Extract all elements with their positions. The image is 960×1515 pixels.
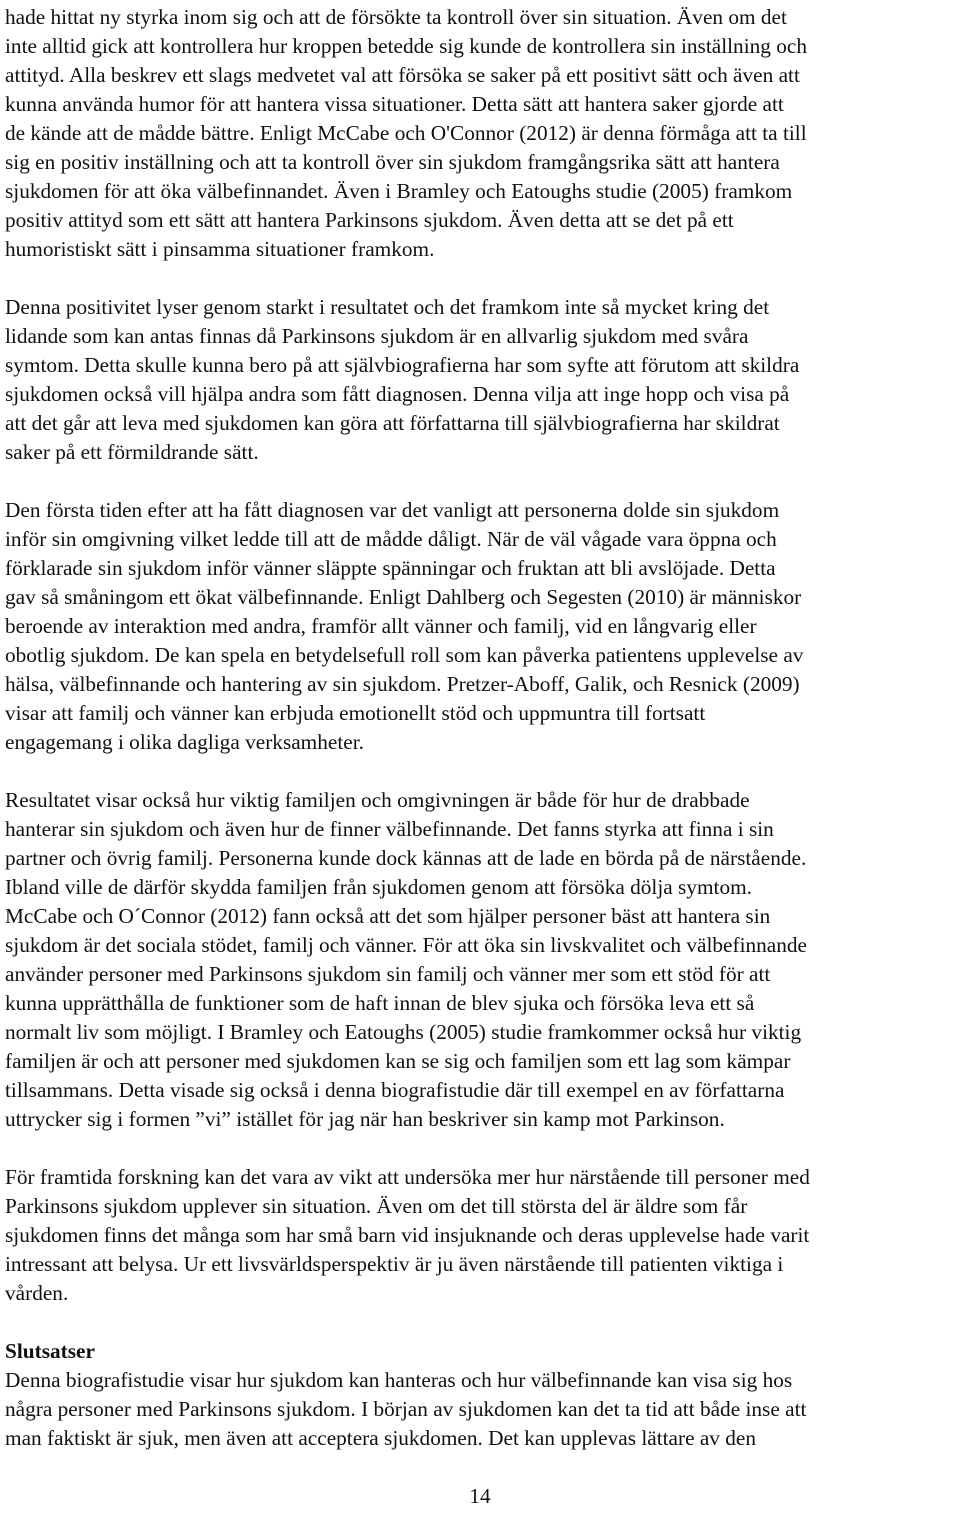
text-line: positiv attityd som ett sätt att hantera Parkinsons sjukdom. Även detta att se det på ett	[5, 208, 734, 232]
text-line: gav så småningom ett ökat välbefinnande. Enligt Dahlberg och Segesten (2010) är människor	[5, 585, 802, 609]
text-line: sjukdomen finns det många som har små barn vid insjuknande och deras upplevelse hade varit	[5, 1223, 810, 1247]
text-line: engagemang i olika dagliga verksamheter.	[5, 730, 364, 754]
page-number: 14	[469, 1484, 491, 1508]
text-line: kunna upprätthålla de funktioner som de haft innan de blev sjuka och försöka leva ett så	[5, 991, 755, 1015]
paragraph	[5, 1163, 956, 1308]
text-line: Denna positivitet lyser genom starkt i resultatet och det framkom inte så mycket kring det	[5, 295, 770, 319]
text-line: hanterar sin sjukdom och även hur de finner välbefinnande. Det fanns styrka att finna i sin	[5, 817, 774, 841]
text-line: symtom. Detta skulle kunna bero på att självbiografierna har som syfte att förutom att skildra	[5, 353, 800, 377]
text-line: hälsa, välbefinnande och hantering av sin sjukdom. Pretzer-Aboff, Galik, och Resnick (2009)	[5, 672, 800, 696]
text-line: familjen är och att personer med sjukdomen kan se sig och familjen som ett lag som kämpar	[5, 1049, 791, 1073]
text-line: partner och övrig familj. Personerna kunde dock kännas att de lade en börda på de närstående.	[5, 846, 807, 870]
body-text	[5, 3, 956, 1308]
text-line: humoristiskt sätt i pinsamma situationer framkom.	[5, 237, 435, 261]
text-line: kunna använda humor för att hantera vissa situationer. Detta sätt att hantera saker gjorde att	[5, 92, 784, 116]
text-line: sjukdom är det sociala stödet, familj och vänner. För att öka sin livskvalitet och välbefinnande	[5, 933, 807, 957]
text-line: inför sin omgivning vilket ledde till att de mådde dåligt. När de väl vågade vara öppna och	[5, 527, 777, 551]
text-line: Den första tiden efter att ha fått diagnosen var det vanligt att personerna dolde sin sjukdom	[5, 498, 780, 522]
text-line: Denna biografistudie visar hur sjukdom kan hanteras och hur välbefinnande kan visa sig hos	[5, 1368, 793, 1392]
text-line: obotlig sjukdom. De kan spela en betydelsefull roll som kan påverka patientens upplevelse av	[5, 643, 804, 667]
text-line: attityd. Alla beskrev ett slags medvetet val att försöka se saker på ett positivt sätt och även att	[5, 63, 800, 87]
text-line: Resultatet visar också hur viktig familjen och omgivningen är både för hur de drabbade	[5, 788, 750, 812]
text-line: de kände att de mådde bättre. Enligt McCabe och O'Connor (2012) är denna förmåga att ta till	[5, 121, 807, 145]
text-line: uttrycker sig i formen ”vi” istället för jag när han beskriver sin kamp mot Parkinson.	[5, 1107, 725, 1131]
text-line: För framtida forskning kan det vara av vikt att undersöka mer hur närstående till personer med	[5, 1165, 810, 1189]
text-line: visar att familj och vänner kan erbjuda emotionellt stöd och uppmuntra till fortsatt	[5, 701, 706, 725]
paragraph	[5, 293, 956, 467]
text-line: förklarade sin sjukdom inför vänner släppte spänningar och fruktan att bli avslöjade. Detta	[5, 556, 776, 580]
section-slutsatser	[5, 1337, 956, 1453]
section-heading: Slutsatser	[5, 1339, 95, 1363]
text-line: beroende av interaktion med andra, framför allt vänner och familj, vid en långvarig eller	[5, 614, 757, 638]
text-line: Parkinsons sjukdom upplever sin situation. Även om det till största del är äldre som får	[5, 1194, 748, 1218]
text-line: intressant att belysa. Ur ett livsvärldsperspektiv är ju även närstående till patienten viktiga i	[5, 1252, 784, 1276]
text-line: saker på ett förmildrande sätt.	[5, 440, 259, 464]
text-line: sjukdomen för att öka välbefinnandet. Även i Bramley och Eatoughs studie (2005) framkom	[5, 179, 793, 203]
text-line: Ibland ville de därför skydda familjen från sjukdomen genom att försöka dölja symtom.	[5, 875, 752, 899]
text-line: sjukdomen också vill hjälpa andra som fått diagnosen. Denna vilja att inge hopp och visa på	[5, 382, 790, 406]
section-paragraph	[5, 1366, 956, 1453]
text-line: inte alltid gick att kontrollera hur kroppen betedde sig kunde de kontrollera sin inställning och	[5, 34, 807, 58]
text-line: man faktiskt är sjuk, men även att acceptera sjukdomen. Det kan upplevas lättare av den	[5, 1426, 757, 1450]
text-line: att det går att leva med sjukdomen kan göra att författarna till självbiografierna har skildrat	[5, 411, 780, 435]
text-line: hade hittat ny styrka inom sig och att de försökte ta kontroll över sin situation. Även om det	[5, 5, 787, 29]
paragraph	[5, 3, 956, 264]
text-line: McCabe och O´Connor (2012) fann också att det som hjälper personer bäst att hantera sin	[5, 904, 771, 928]
text-line: lidande som kan antas finnas då Parkinsons sjukdom är en allvarlig sjukdom med svåra	[5, 324, 749, 348]
paragraph	[5, 786, 956, 1134]
text-line: använder personer med Parkinsons sjukdom sin familj och vänner mer som ett stöd för att	[5, 962, 771, 986]
text-line: sig en positiv inställning och att ta kontroll över sin sjukdom framgångsrika sätt att hantera	[5, 150, 780, 174]
text-line: några personer med Parkinsons sjukdom. I början av sjukdomen kan det ta tid att både inse att	[5, 1397, 807, 1421]
text-line: normalt liv som möjligt. I Bramley och Eatoughs (2005) studie framkommer också hur viktig	[5, 1020, 802, 1044]
text-line: tillsammans. Detta visade sig också i denna biografistudie där till exempel en av författarna	[5, 1078, 785, 1102]
text-line: vården.	[5, 1281, 69, 1305]
paragraph	[5, 496, 956, 757]
